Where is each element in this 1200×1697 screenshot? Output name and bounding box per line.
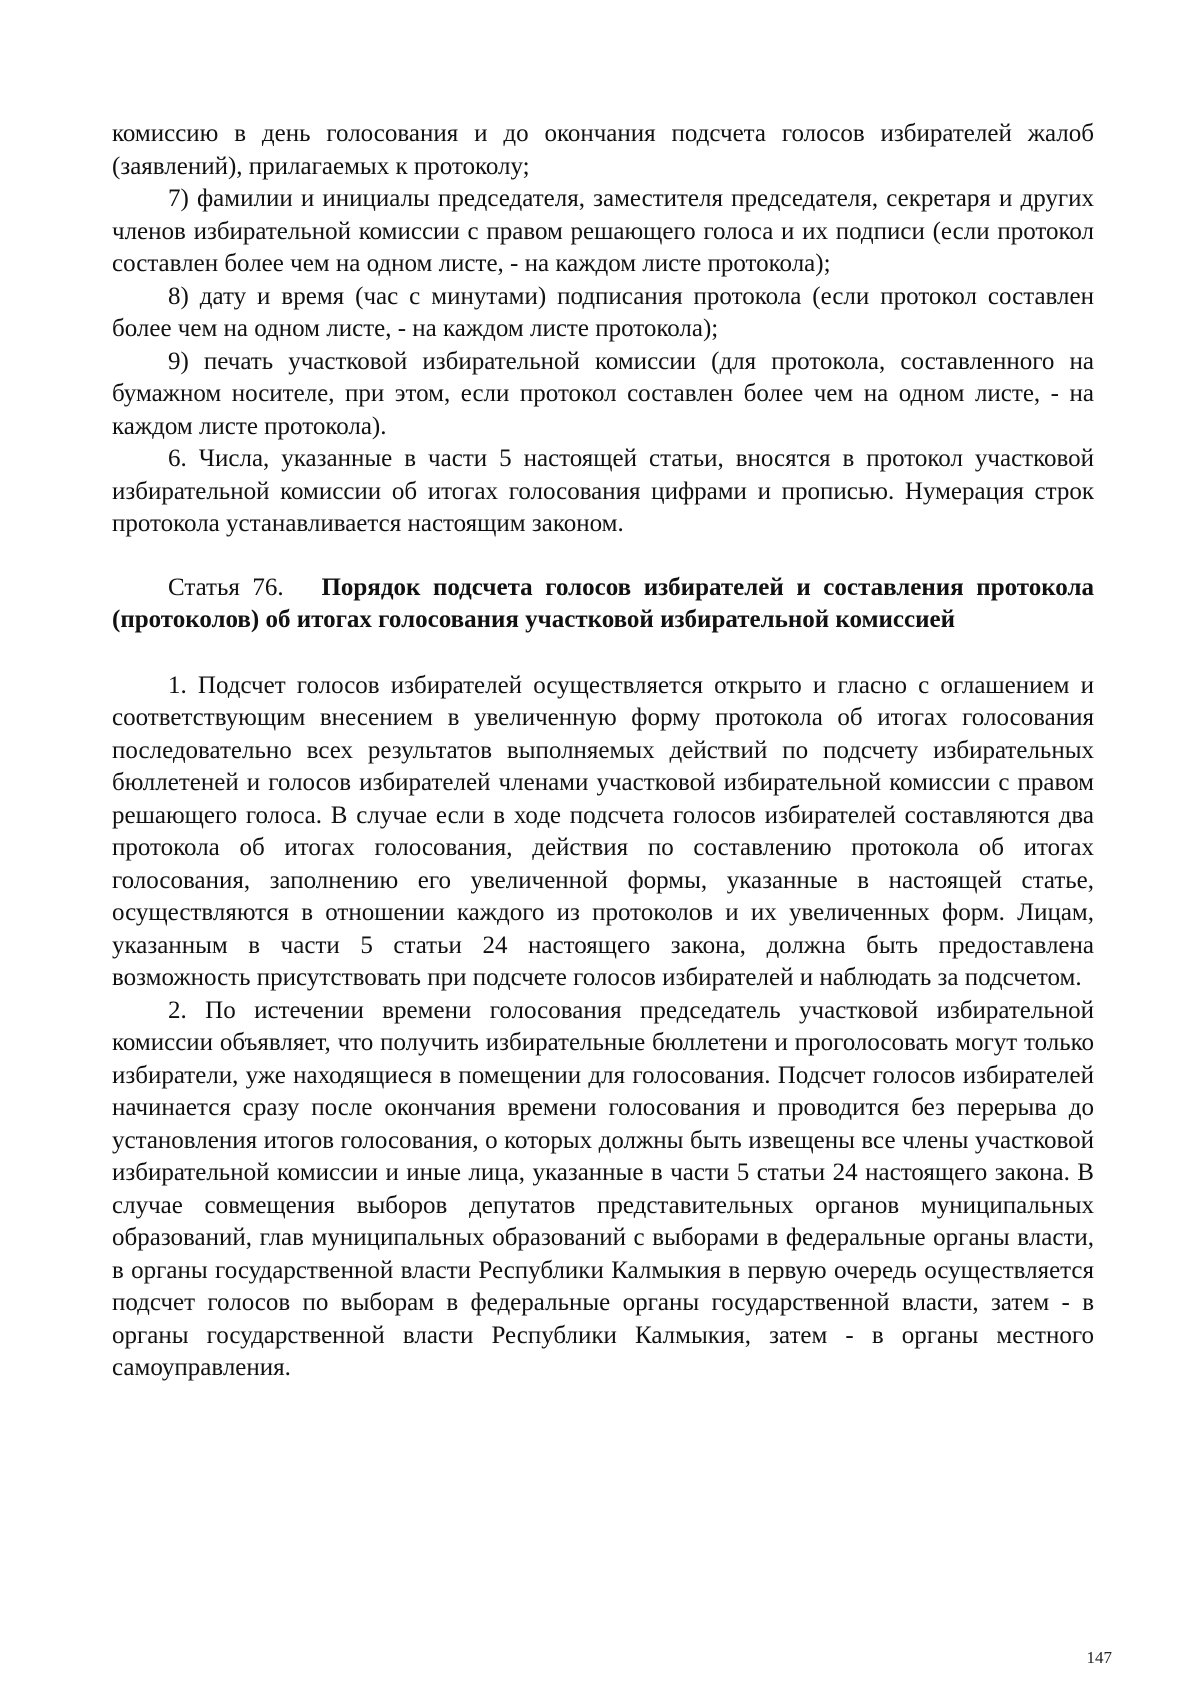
article-label: Статья 76. bbox=[168, 573, 284, 601]
list-item-9: 9) печать участковой избирательной комиссии (для протокола, составленного на бумажном носителе, при этом, если протокол составлен более чем на одном листе, - на каждом листе протокола). bbox=[112, 347, 1094, 440]
part-6-paragraph: 6. Числа, указанные в части 5 настоящей статьи, вносятся в протокол участковой избирательной комиссии об итогах голосования цифрами и прописью. Нумерация строк протокола устанавливается настоящим законом. bbox=[112, 445, 1094, 537]
article-title: Порядок подсчета голосов избирателей и составления протокола (протоколов) об итогах голосования участковой избирательной комиссией bbox=[112, 573, 1094, 633]
list-item-7: 7) фамилии и инициалы председателя, заместителя председателя, секретаря и других членов избирательной комиссии с правом решающего голоса и их подписи (если протокол составлен более чем на одном листе, - на каждом листе протокола); bbox=[112, 185, 1094, 277]
paragraph-2: 2. По истечении времени голосования председатель участковой избирательной комиссии объявляет, что получить избирательные бюллетени и проголосовать могут только избиратели, уже находящиеся в помещении для голосования. Подсчет голосов избирателей начинается сразу после окончания времени голосования и проводится без перерыва до установления итогов голосования, о которых должны быть извещены все члены участковой избирательной комиссии и иные лица, указанные в части 5 статьи 24 настоящего закона. В случае совмещения выборов депутатов представительных органов муниципальных образований, глав муниципальных образований с выборами в федеральные органы власти, в органы государственной власти Республики Калмыкия в первую очередь осуществляется подсчет голосов по выборам в федеральные органы государственной власти, затем - в органы государственной власти Республики Калмыкия, затем - в органы местного самоуправления. bbox=[112, 996, 1094, 1381]
document-page bbox=[112, 118, 1094, 1385]
article-heading bbox=[112, 572, 1094, 637]
continuation-text: комиссию в день голосования и до окончания подсчета голосов избирателей жалоб (заявлений), прилагаемых к протоколу; bbox=[112, 120, 1094, 180]
paragraph-1: 1. Подсчет голосов избирателей осуществляется открыто и гласно с оглашением и соответствующим внесением в увеличенную форму протокола об итогах голосования последовательно всех результатов выполняемых действий по подсчету избирательных бюллетеней и голосов избирателей членами участковой избирательной комиссии с правом решающего голоса. В случае если в ходе подсчета голосов избирателей составляются два протокола об итогах голосования, действия по составлению протокола об итогах голосования, заполнению его увеличенной формы, указанные в настоящей статье, осуществляются в отношении каждого из протоколов и их увеличенных форм. Лицам, указанным в части 5 статьи 24 настоящего закона, должна быть предоставлена возможность присутствовать при подсчете голосов избирателей и наблюдать за подсчетом. bbox=[112, 671, 1094, 991]
list-item-8: 8) дату и время (час с минутами) подписания протокола (если протокол составлен более чем на одном листе, - на каждом листе протокола); bbox=[112, 282, 1094, 342]
page-number: 147 bbox=[1086, 1648, 1112, 1667]
